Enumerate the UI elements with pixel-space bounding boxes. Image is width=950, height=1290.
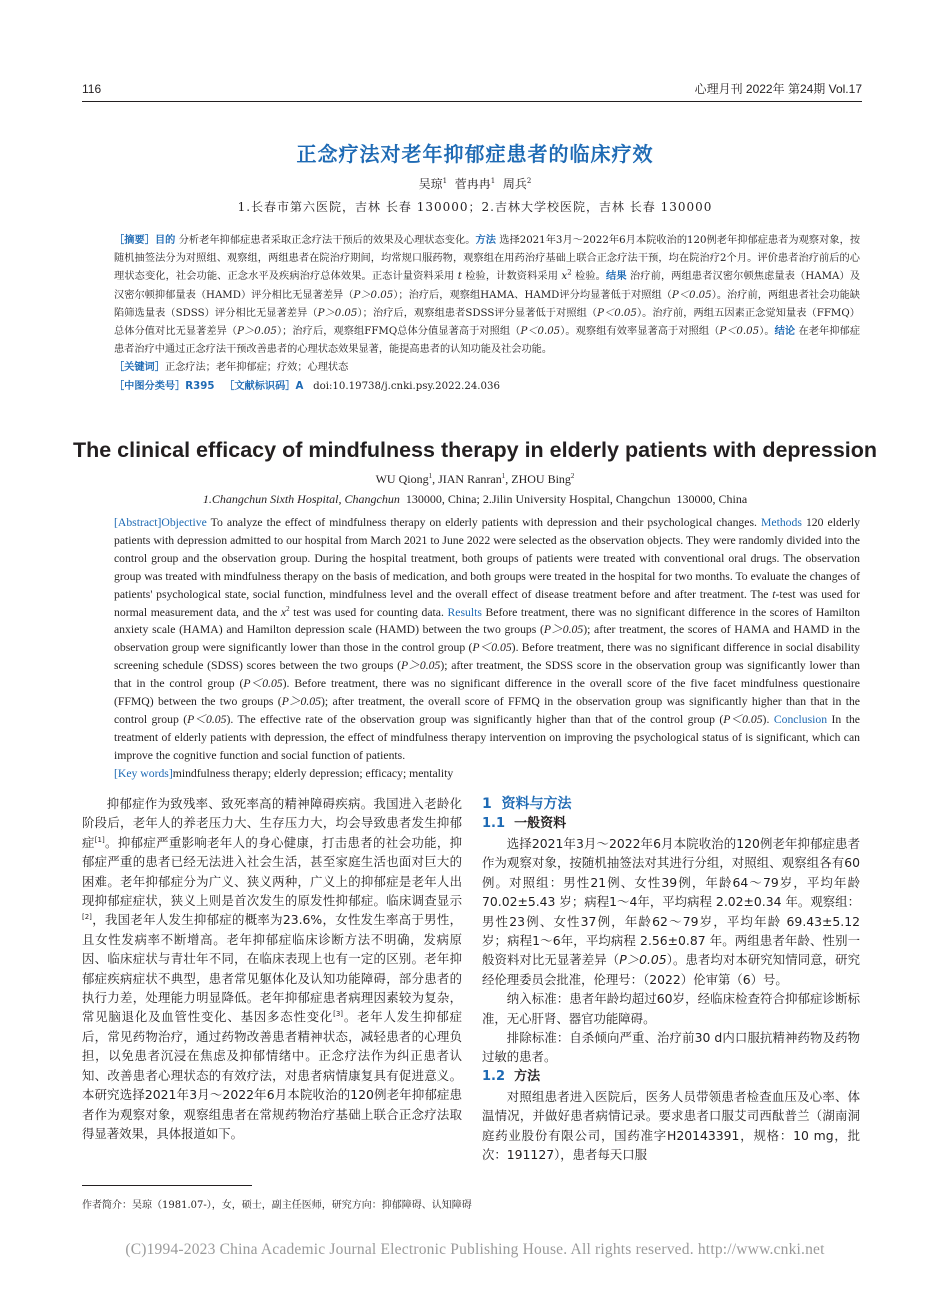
methods-text: 选择2021年3月～2022年6月本院收治的120例老年抑郁症患者为观察对象，按随机抽签法分为对照组、观察组，两组患者在院治疗期间，均常规口服药物，观察组在用药治疗基础上联合正念疗法干预，均在院治疗2个月。评价患者治疗前后的心理状态变化，社会功能、正念水平及疾病治疗总体效果。正态计量资料采用 xyxy=(114,235,861,283)
affiliation-part: 130000, China xyxy=(405,492,477,506)
p-value: P＞0.05 xyxy=(543,623,584,637)
p-value: P＞0.05 xyxy=(401,659,441,673)
abstract-label: [Abstract] xyxy=(114,516,162,529)
keywords-text: 正念疗法；老年抑郁症；疗效；心理状态 xyxy=(164,362,349,374)
doi: doi:10.19738/j.cnki.psy.2022.24.036 xyxy=(313,380,500,392)
objective-label: 目的 xyxy=(154,235,176,246)
conclusion-text: In the treatment of elderly patients with depression, the effect of mindfulness therapy intervention on improving the psychological status of is significant, which can improve the cognitive function and social function of patients. xyxy=(114,712,860,762)
results-text: 治疗前，两组患者汉密尔顿焦虑量表（HAMA）及汉密尔顿抑郁量表（HAMD）评分相比无显著差异（ xyxy=(114,271,861,301)
subsection-number: 1.1 xyxy=(482,816,506,831)
body-paragraph: 纳入标准：患者年龄均超过60岁，经临床检查符合抑郁症诊断标准，无心肝肾、器官功能障碍。 xyxy=(482,991,860,1026)
subsection-title: 一般资料 xyxy=(514,816,567,831)
results-text: Before treatment, there was no significant difference in the scores of Hamilton anxiety scale (HAMA) and Hamilton depression scale (HAMD) between the two groups ( xyxy=(114,605,860,637)
section-heading xyxy=(482,794,860,814)
results-text: ）；治疗后，观察组患者SDSS评分显著低于对照组（ xyxy=(357,307,598,319)
subsection-number: 1.2 xyxy=(482,1068,506,1084)
author-sup: 2 xyxy=(570,472,575,480)
author-sup: 1 xyxy=(428,472,433,480)
affiliation-chinese: 1.长春市第六医院，吉林 长春 130000；2.吉林大学校医院，吉林 长春 130000 xyxy=(237,200,713,214)
results-text: ). The effective rate of the observation group was significantly higher than that of the control group ( xyxy=(226,712,724,726)
body-paragraph: 对照组患者进入医院后，医务人员带领患者检查血压及心率、体温情况，并做好患者病情记录。要求患者口服艾司西酞普兰（湖南洞庭药业股份有限公司，国药准字H20143391，规格：10 mg，批次：191127），患者每天口服 xyxy=(482,1088,860,1163)
authors-chinese xyxy=(0,175,950,192)
abstract-chinese xyxy=(82,232,860,396)
objective-label: Objective xyxy=(161,516,207,529)
methods-text: 检验。 xyxy=(575,271,606,283)
methods-x: x xyxy=(280,605,287,619)
abstract-en-paragraph xyxy=(82,514,860,765)
author-footnote: 作者简介：吴琼（1981.07-），女，硕士，副主任医师，研究方向：抑郁障碍、认知障碍 xyxy=(82,1200,472,1211)
results-text: ). Before treatment, there was no significant difference in social disability screening schedule (SDSS) scores between the two groups ( xyxy=(114,641,861,673)
copyright-watermark: (C)1994-2023 China Academic Journal Electronic Publishing House. All rights reserved. http://www.cnki.net xyxy=(125,1241,825,1258)
footnote-divider xyxy=(82,1185,252,1186)
citation: [1] xyxy=(94,835,105,844)
classification-line xyxy=(82,378,860,396)
p-value: P＞0.05 xyxy=(353,289,394,301)
title-chinese: 正念疗法对老年抑郁症患者的临床疗效 xyxy=(296,142,654,166)
author-name: 菅冉冉 xyxy=(454,177,491,191)
author-name: 吴琼 xyxy=(418,177,443,191)
author-sup: 1 xyxy=(442,177,448,185)
results-text: ）。观察组有效率显著高于对照组（ xyxy=(560,326,720,338)
keywords-label: [Key words] xyxy=(114,766,173,780)
results-text: ）；治疗后，观察组HAMA、HAMD评分均显著低于对照组（ xyxy=(393,289,672,301)
objective-text: 分析老年抑郁症患者采取正念疗法干预后的效果及心理状态变化。 xyxy=(178,235,476,246)
citation: [2] xyxy=(82,913,92,922)
body-column-right xyxy=(482,794,860,1165)
affiliation-part: ; 2.Jilin University Hospital, Changchun xyxy=(476,492,671,506)
results-text: ）。治疗前，两组患者社会功能缺陷筛选量表（SDSS）评分相比无显著差异（ xyxy=(114,289,860,319)
results-text: ); after treatment, the SDSS score in the observation group was significantly lower than that in the control group ( xyxy=(114,659,860,691)
p-value: P＜0.05 xyxy=(671,289,712,301)
conclusion-text: 在老年抑郁症患者治疗中通过正念疗法干预改善患者的心理状态效果显著，能提高患者的认知功能及社会功能。 xyxy=(114,326,861,356)
p-value: P＜0.05 xyxy=(243,677,283,691)
results-text: ）；治疗后，观察组FFMQ总体分值显著高于对照组（ xyxy=(276,326,521,338)
p-value: P＞0.05 xyxy=(237,326,277,338)
results-text: ). Before treatment, there was no significant difference in the overall score of the five facet mindfulness questionaire (FFMQ) between the two groups ( xyxy=(114,677,860,709)
methods-text: 检验，计数资料采用 xyxy=(465,271,559,283)
author-name: ZHOU Bing xyxy=(511,472,571,486)
author-sup: 2 xyxy=(526,177,532,185)
p-value: P＜0.05 xyxy=(597,307,637,319)
page-number: 116 xyxy=(82,82,102,96)
p-value: P＜0.05 xyxy=(723,712,763,726)
methods-t: t xyxy=(457,271,462,283)
abstract-english xyxy=(82,514,860,783)
results-label: Results xyxy=(447,605,482,619)
affiliation-english xyxy=(0,492,950,507)
author-name: 周兵 xyxy=(502,177,527,191)
p-value: P＜0.05 xyxy=(719,326,760,338)
doc-code-label: ［文献标识码］A xyxy=(224,380,304,392)
abstract-cn-paragraph xyxy=(82,232,860,359)
authors-english: WU Qiong$^1$, JIAN Ranran$^1$, ZHOU Bing$^2$ xyxy=(375,472,575,486)
header-divider xyxy=(82,101,862,102)
keywords-text: mindfulness therapy; elderly depression; efficacy; mentality xyxy=(172,766,454,780)
keywords-line xyxy=(82,359,860,377)
body-text: ）。患者均对本研究知情同意，研究经伦理委员会批准，伦理号：（2022）伦审第（6）号。 xyxy=(482,952,861,987)
body-column-left xyxy=(82,794,462,1143)
keywords-line-en xyxy=(82,765,860,783)
methods-text: -test was used for normal measurement data, and the xyxy=(114,587,860,619)
author-name: JIAN Ranran xyxy=(438,472,502,486)
intro-paragraph xyxy=(82,794,462,1143)
intro-text: 抑郁症作为致残率、致死率高的精神障碍疾病。我国进入老龄化阶段后，老年人的养老压力大、生存压力大，均会导致患者发生抑郁症 xyxy=(82,796,462,850)
intro-text: 。老年人发生抑郁症后，常见药物治疗，通过药物改善患者精神状态，减轻患者的心理负担，以免患者沉浸在焦虑及抑郁情绪中。正念疗法作为纠正患者认知、改善患者心理状态的有效疗法，对患者病情康复具有促进意义。本研究选择2021年3月～2022年6月本院收治的120例老年抑郁症患者作为观察对象，观察组患者在常规药物治疗基础上联合正念疗法取得显著效果，具体报道如下。 xyxy=(82,1009,463,1141)
subsection-title: 方法 xyxy=(514,1068,541,1084)
p-value: P＜0.05 xyxy=(472,641,512,655)
keywords-label: ［关键词］ xyxy=(114,362,165,374)
results-label: 结果 xyxy=(606,271,627,283)
objective-text: To analyze the effect of mindfulness therapy on elderly patients with depression and their psychological changes. xyxy=(206,516,761,529)
author-name: WU Qiong xyxy=(375,472,429,486)
methods-x: x xyxy=(561,271,568,283)
results-text: ); after treatment, the scores of HAMA and HAMD in the observation group were significantly lower than those in the control group ( xyxy=(114,623,860,655)
subsection-heading xyxy=(482,1067,860,1087)
conclusion-label: 结论 xyxy=(774,326,796,338)
p-value: P＜0.05 xyxy=(187,712,227,726)
results-text: ). xyxy=(762,712,774,726)
p-value: P＜0.05 xyxy=(520,326,561,338)
methods-label: 方法 xyxy=(475,235,496,246)
results-text: ); after treatment, the overall score of FFMQ in the observation group was significantly higher than that in the control group ( xyxy=(114,695,860,726)
methods-sup: 2 xyxy=(567,269,572,278)
section-title: 资料与方法 xyxy=(501,796,572,812)
title-english: The clinical efficacy of mindfulness therapy in elderly patients with depression xyxy=(72,438,878,462)
subsection-heading xyxy=(482,814,860,834)
affiliation-part: 1.Changchun Sixth Hospital, Changchun xyxy=(202,492,400,506)
methods-sup: 2 xyxy=(286,604,290,613)
conclusion-label: Conclusion xyxy=(773,712,828,726)
section-number: 1 xyxy=(482,796,492,812)
author-sup: 1 xyxy=(490,177,496,185)
journal-header: 心理月刊 2022年 第24期 Vol.17 xyxy=(694,82,862,96)
p-value: P＞0.05 xyxy=(619,952,667,968)
intro-text: ，我国老年人发生抑郁症的概率为23.6%，女性发生率高于男性，且女性发病率不断增高。老年抑郁症临床诊断方法不明确，发病原因、临床症状与青壮年不同，在临床表现上也有一定的区别。老年抑郁症疾病症状不典型，患者常见躯体化及认知功能障碍，部分患者的执行力差，处理能力明显降低。老年抑郁症患者病理因素较为复杂，常见脑退化及血管性变化、基因多态性变化 xyxy=(82,912,462,1025)
citation: [3] xyxy=(333,1010,344,1019)
methods-text: test was used for counting data. xyxy=(289,605,448,619)
clc-label: ［中图分类号］R395 xyxy=(114,380,215,392)
results-text: ）。 xyxy=(759,326,775,338)
results-text: ）。治疗前，两组五因素正念觉知量表（FFMQ）总体分值对比无显著差异（ xyxy=(114,307,860,338)
body-text: 选择2021年3月～2022年6月本院收治的120例老年抑郁症患者作为观察对象，按随机抽签法对其进行分组，对照组、观察组各有60例。对照组：男性21例、女性39例，年龄64～79岁，平均年龄 70.02±5.43 岁；病程1～4年，平均病程 2.02±0.34 年。观察组：男性23例、女性37例，年龄62～79岁，平均年龄 69.43±5.12 岁；病程1～6年，平均病程 2.56±0.87 年。两组患者年龄、性别一般资料对比无显著差异（ xyxy=(482,836,860,968)
affiliation-part: 130000, China xyxy=(676,492,748,506)
author-sup: 1 xyxy=(501,472,506,480)
p-value: P＞0.05 xyxy=(281,695,321,709)
intro-text: 。抑郁症严重影响老年人的身心健康，打击患者的社会功能，抑郁症严重的患者已经无法进入社会生活，甚至家庭生活也面对巨大的困难。老年抑郁症分为广义、狭义两种，广义上的抑郁症是老年人出现抑郁症症状，狭义上则是首次发生的原发性抑郁症。临床调查显示 xyxy=(82,834,463,909)
abstract-label: ［摘要］ xyxy=(114,235,155,246)
methods-t: t xyxy=(772,587,776,601)
methods-label: Methods xyxy=(761,516,802,529)
methods-text: 120 elderly patients with depression admitted to our hospital from March 2021 to June 2022 were selected as the observation objects. They were randomly divided into the control group and the observation group. During the hospital treatment, both groups of patients were treated with conventional oral drugs. The observation group was treated with mindfulness therapy on the basis of medication, and both groups were treated in the hospital for two months. To evaluate the changes of patients' psychological state, social function, mindfulness level and the overall effect of disease treatment before and after treatment. The xyxy=(114,516,860,601)
body-paragraph: 排除标准：自杀倾向严重、治疗前30 d内口服抗精神药物及药物过敏的患者。 xyxy=(482,1030,860,1065)
body-paragraph xyxy=(482,834,860,989)
p-value: P＞0.05 xyxy=(317,307,358,319)
